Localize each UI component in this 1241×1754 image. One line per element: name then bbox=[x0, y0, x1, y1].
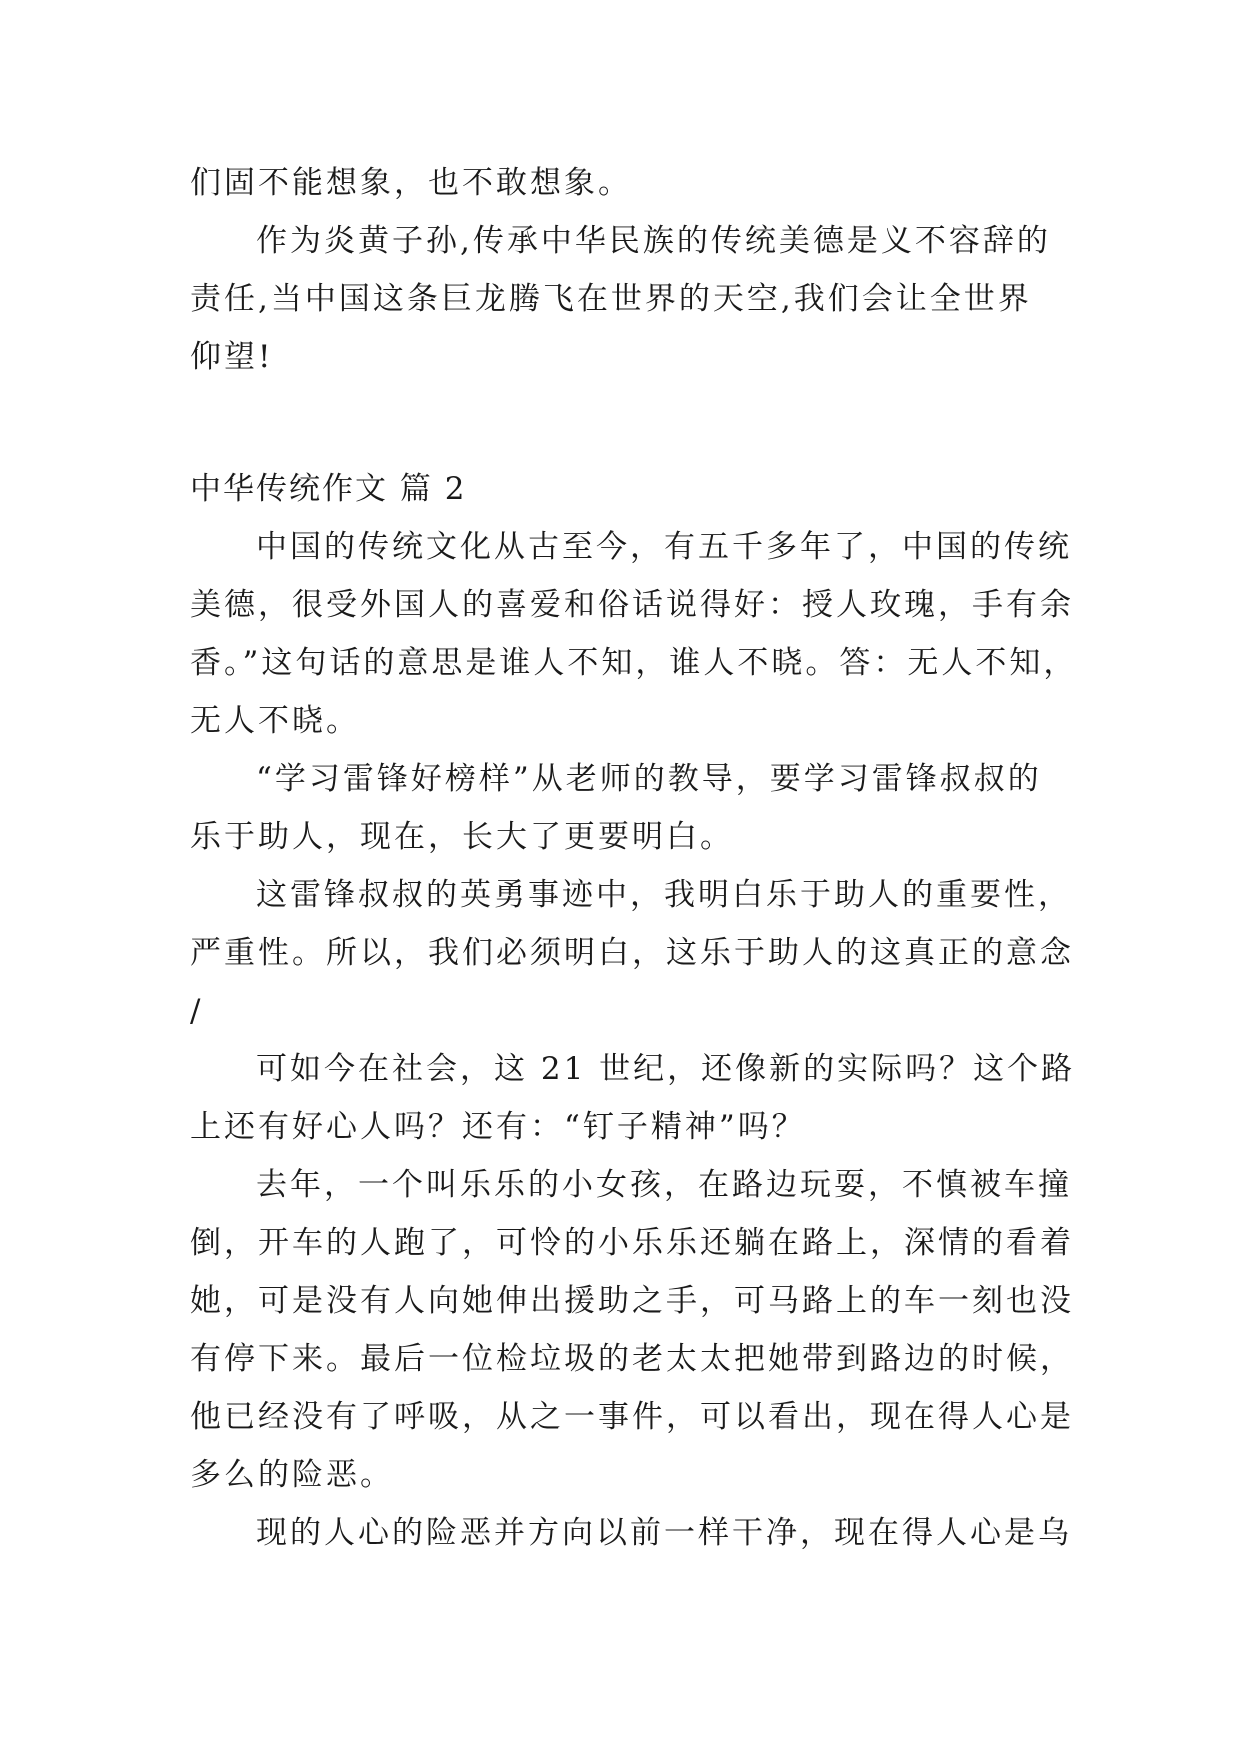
text-line: “学习雷锋好榜样”从老师的教导，要学习雷锋叔叔的 bbox=[256, 761, 1042, 797]
text-line: 可如今在社会，这 21 世纪，还像新的实际吗？这个路 bbox=[256, 1051, 1076, 1087]
document-page bbox=[190, 154, 1078, 1562]
text-line: 无人不晓。 bbox=[190, 703, 360, 739]
text-line: 们固不能想象，也不敢想象。 bbox=[190, 165, 632, 201]
text-line: 作为炎黄子孙,传承中华民族的传统美德是义不容辞的 bbox=[256, 223, 1051, 259]
text-line: 中国的传统文化从古至今，有五千多年了，中国的传统 bbox=[256, 529, 1072, 565]
text-line: 有停下来。最后一位检垃圾的老太太把她带到路边的时候， bbox=[190, 1341, 1074, 1377]
text-line: 她，可是没有人向她伸出援助之手，可马路上的车一刻也没 bbox=[190, 1283, 1074, 1319]
text-line: 倒，开车的人跑了，可怜的小乐乐还躺在路上，深情的看着 bbox=[190, 1225, 1074, 1261]
text-line: 香。”这句话的意思是谁人不知，谁人不晓。答：无人不知， bbox=[190, 645, 1078, 681]
section-gap bbox=[190, 386, 1050, 460]
text-line: 现的人心的险恶并方向以前一样干净，现在得人心是乌 bbox=[256, 1515, 1072, 1551]
text-block-before bbox=[190, 154, 1050, 386]
text-block-after bbox=[190, 518, 1078, 1562]
text-line: 他已经没有了呼吸，从之一事件，可以看出，现在得人心是 bbox=[190, 1399, 1074, 1435]
text-line: 乐于助人，现在，长大了更要明白。 bbox=[190, 819, 734, 855]
text-line: 上还有好心人吗？还有：“钉子精神”吗？ bbox=[190, 1109, 806, 1145]
text-line: 去年，一个叫乐乐的小女孩，在路边玩耍，不慎被车撞 bbox=[256, 1167, 1072, 1203]
text-line: 美德，很受外国人的喜爱和俗话说得好：授人玫瑰，手有余 bbox=[190, 587, 1074, 623]
text-line: 严重性。所以，我们必须明白，这乐于助人的这真正的意念 bbox=[190, 935, 1074, 971]
text-line: 仰望! bbox=[190, 339, 274, 375]
section-heading: 中华传统作文 篇 2 bbox=[190, 471, 467, 507]
text-line: / bbox=[190, 993, 204, 1029]
text-line: 这雷锋叔叔的英勇事迹中，我明白乐于助人的重要性， bbox=[256, 877, 1072, 913]
text-line: 责任,当中国这条巨龙腾飞在世界的天空,我们会让全世界 bbox=[190, 281, 1032, 317]
text-line: 多么的险恶。 bbox=[190, 1457, 394, 1493]
